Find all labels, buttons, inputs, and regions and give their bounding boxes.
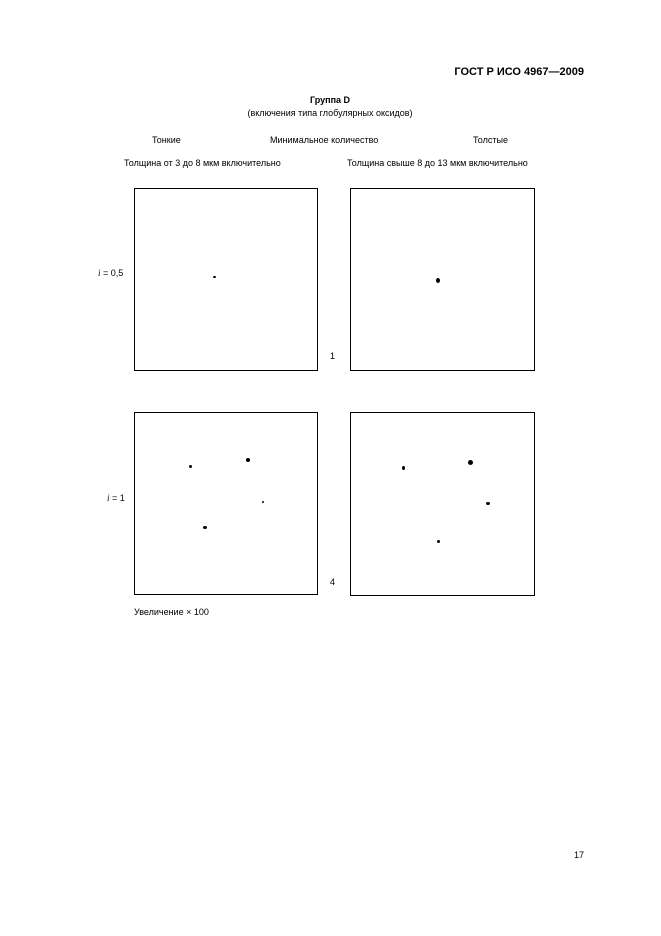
micrograph-thick-i-0-5	[350, 188, 535, 371]
column-thick-heading: Толстые	[473, 135, 508, 145]
micrograph-thin-i-1	[134, 412, 318, 595]
min-count-row-2: 4	[330, 577, 336, 587]
inclusion-dot	[213, 276, 216, 278]
column-min-quantity-heading: Минимальное количество	[270, 135, 379, 145]
row-label-i-0-5: i = 0,5	[98, 268, 124, 278]
document-code: ГОСТ Р ИСО 4967—2009	[454, 66, 584, 78]
inclusion-dot	[246, 458, 250, 462]
thin-thickness-note: Толщина от 3 до 8 мкм включительно	[124, 158, 281, 168]
thick-thickness-note: Толщина свыше 8 до 13 мкм включительно	[347, 158, 528, 168]
micrograph-thin-i-0-5	[134, 188, 318, 371]
magnification-note: Увеличение × 100	[134, 607, 209, 617]
row-label-i-1: i = 1	[107, 493, 125, 503]
page-number: 17	[573, 850, 584, 860]
inclusion-dot	[189, 465, 192, 468]
group-title: Группа D	[309, 95, 351, 105]
inclusion-dot	[437, 540, 440, 543]
inclusion-dot	[203, 526, 207, 529]
inclusion-dot	[486, 502, 490, 505]
min-count-row-1: 1	[330, 351, 336, 361]
inclusion-dot	[262, 501, 264, 503]
inclusion-dot	[436, 278, 440, 283]
inclusion-dot	[402, 466, 405, 470]
micrograph-thick-i-1	[350, 412, 535, 596]
group-subtitle: (включения типа глобулярных оксидов)	[247, 108, 413, 118]
column-thin-heading: Тонкие	[152, 135, 181, 145]
inclusion-dot	[468, 460, 473, 465]
